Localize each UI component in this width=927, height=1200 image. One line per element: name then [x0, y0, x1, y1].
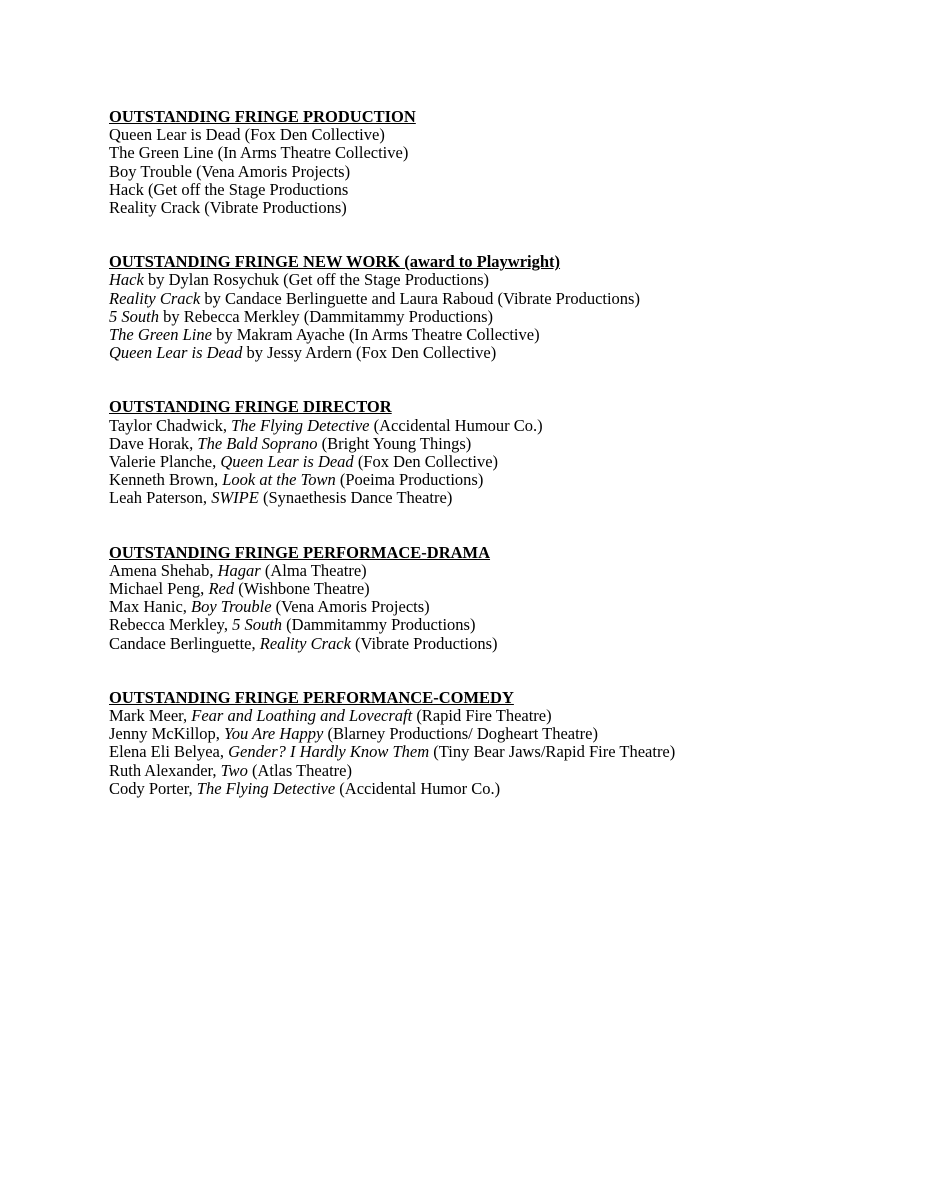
entry-detail: (Blarney Productions/ Dogheart Theatre) — [323, 724, 598, 744]
work-title: You Are Happy — [224, 724, 324, 744]
entry-detail: (Dammitammy Productions) — [282, 615, 476, 635]
section-new-work — [109, 253, 909, 362]
work-title: The Green Line — [109, 325, 212, 345]
nominee-entry — [109, 271, 909, 289]
section-performance-drama — [109, 544, 909, 653]
entry-detail: (Synaethesis Dance Theatre) — [258, 488, 453, 508]
nominee-entry — [109, 308, 909, 326]
entry-detail: (Atlas Theatre) — [247, 760, 352, 780]
nominee-name: Cody Porter, — [109, 778, 197, 798]
nominee-entry: The Green Line (In Arms Theatre Collective) — [109, 143, 409, 163]
entry-detail: by Jessy Ardern (Fox Den Collective) — [242, 343, 497, 363]
nominee-entry — [109, 780, 909, 798]
section-production — [109, 108, 909, 217]
work-title: Queen Lear is Dead — [109, 343, 243, 363]
nominee-entry — [109, 435, 909, 453]
section-heading: OUTSTANDING FRINGE DIRECTOR — [109, 397, 392, 417]
nominee-name: Max Hanic, — [109, 597, 192, 617]
nominee-name: Jenny McKillop, — [109, 724, 225, 744]
nominee-entry — [109, 598, 909, 616]
entry-detail: by Dylan Rosychuk (Get off the Stage Productions) — [143, 270, 490, 290]
nominee-name: Ruth Alexander, — [109, 760, 221, 780]
work-title: Reality Crack — [259, 633, 351, 653]
nominee-name: Rebecca Merkley, — [109, 615, 233, 635]
nominee-name: Mark Meer, — [109, 706, 192, 726]
nominee-entry: Boy Trouble (Vena Amoris Projects) — [109, 161, 351, 181]
section-director — [109, 398, 909, 507]
section-heading: OUTSTANDING FRINGE PERFORMACE-DRAMA — [109, 542, 491, 562]
entry-detail: by Candace Berlinguette and Laura Raboud (Vibrate Productions) — [200, 288, 640, 308]
entry-detail: by Makram Ayache (In Arms Theatre Collective) — [211, 325, 540, 345]
work-title: The Flying Detective — [231, 415, 370, 435]
document-page — [109, 108, 909, 834]
nominee-entry — [109, 635, 909, 653]
work-title: Look at the Town — [222, 470, 336, 490]
nominee-entry: Reality Crack (Vibrate Productions) — [109, 198, 347, 218]
entry-detail: (Tiny Bear Jaws/Rapid Fire Theatre) — [429, 742, 676, 762]
section-heading: OUTSTANDING FRINGE PERFORMANCE-COMEDY — [109, 687, 514, 707]
entry-detail: (Vena Amoris Projects) — [271, 597, 430, 617]
work-title: Hagar — [217, 560, 261, 580]
nominee-name: Michael Peng, — [109, 579, 209, 599]
work-title: Fear and Loathing and Lovecraft — [191, 706, 413, 726]
work-title: Two — [220, 760, 248, 780]
work-title: SWIPE — [211, 488, 259, 508]
nominee-entry — [109, 580, 909, 598]
nominee-entry — [109, 290, 909, 308]
entry-detail: (Fox Den Collective) — [353, 452, 499, 472]
section-heading: OUTSTANDING FRINGE PRODUCTION — [109, 107, 416, 126]
nominee-entry — [109, 616, 909, 634]
nominee-name: Elena Eli Belyea, — [109, 742, 229, 762]
nominee-name: Valerie Planche, — [109, 452, 221, 472]
nominee-entry — [109, 453, 909, 471]
work-title: The Bald Soprano — [197, 433, 318, 453]
nominee-entry — [109, 762, 909, 780]
work-title: Reality Crack — [109, 288, 201, 308]
nominee-entry — [109, 344, 909, 362]
nominee-entry: Hack (Get off the Stage Productions — [109, 179, 349, 199]
entry-detail: (Accidental Humour Co.) — [369, 415, 543, 435]
nominee-entry — [109, 471, 909, 489]
entry-detail: (Bright Young Things) — [317, 433, 472, 453]
nominee-name: Kenneth Brown, — [109, 470, 223, 490]
nominee-name: Leah Paterson, — [109, 488, 212, 508]
entry-detail: (Accidental Humor Co.) — [335, 778, 501, 798]
nominee-entry — [109, 326, 909, 344]
work-title: The Flying Detective — [196, 778, 336, 798]
nominee-entry — [109, 725, 909, 743]
nominee-entry — [109, 489, 909, 507]
nominee-entry — [109, 707, 909, 725]
work-title: Boy Trouble — [191, 597, 272, 617]
section-heading: OUTSTANDING FRINGE NEW WORK (award to Playwright) — [109, 252, 561, 272]
work-title: Queen Lear is Dead — [220, 452, 354, 472]
nominee-entry — [109, 562, 909, 580]
work-title: Red — [208, 579, 235, 599]
entry-detail: by Rebecca Merkley (Dammitammy Productions) — [158, 306, 494, 326]
entry-detail: (Vibrate Productions) — [350, 633, 498, 653]
work-title: 5 South — [109, 306, 159, 326]
nominee-entry — [109, 743, 909, 761]
nominee-name: Candace Berlinguette, — [109, 633, 260, 653]
work-title: 5 South — [232, 615, 283, 635]
nominee-name: Dave Horak, — [109, 433, 198, 453]
section-performance-comedy — [109, 689, 909, 798]
nominee-name: Taylor Chadwick, — [109, 415, 232, 435]
nominee-entry: Queen Lear is Dead (Fox Den Collective) — [109, 125, 385, 145]
work-title: Hack — [109, 270, 144, 290]
nominee-entry — [109, 417, 909, 435]
work-title: Gender? I Hardly Know Them — [228, 742, 430, 762]
entry-detail: (Rapid Fire Theatre) — [412, 706, 552, 726]
entry-detail: (Alma Theatre) — [260, 560, 367, 580]
nominee-name: Amena Shehab, — [109, 560, 218, 580]
entry-detail: (Wishbone Theatre) — [234, 579, 370, 599]
entry-detail: (Poeima Productions) — [335, 470, 484, 490]
